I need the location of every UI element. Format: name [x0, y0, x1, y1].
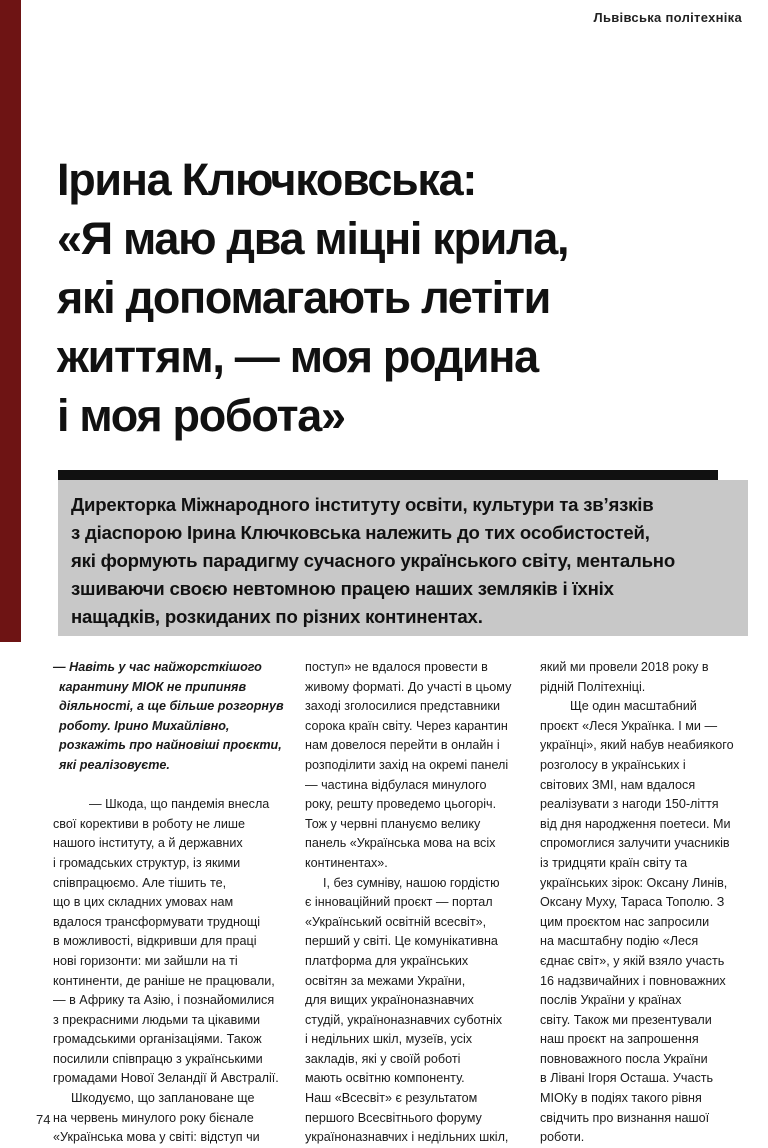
body-line: посилили співпрацю з українськими — [53, 1051, 263, 1066]
lead-paragraph — [71, 491, 740, 631]
body-line: реалізувати з нагоди 150-ліття — [540, 797, 719, 812]
body-line: панель «Українська мова на всіх — [305, 836, 496, 851]
question-line: розкажіть про найновіші проєкти, — [59, 738, 282, 753]
lead-line: з діаспорою Ірина Ключковська належить до тих особистостей, — [71, 522, 650, 543]
body-line: повноважного посла України — [540, 1051, 708, 1066]
body-line: свої корективи в роботу не лише — [53, 816, 245, 831]
body-line: Наш «Всесвіт» є результатом — [305, 1091, 478, 1106]
headline-line: які допомагають летіти — [57, 272, 550, 323]
body-line: розголосу в українських і — [540, 757, 686, 772]
body-line: І, без сумніву, нашою гордістю — [323, 875, 500, 890]
body-line: спромоглися залучити учасників — [540, 836, 730, 851]
body-line: наш проєкт на запрошення — [540, 1032, 699, 1047]
body-line: співпрацюємо. Але тішить те, — [53, 875, 227, 890]
body-line: який ми провели 2018 року в — [540, 660, 709, 674]
body-line: проєкт «Леся Українка. І ми — — [540, 718, 718, 733]
body-line: для вищих україноназнавчих — [305, 993, 474, 1008]
body-line: платформа для українських — [305, 953, 469, 968]
body-line: є інноваційний проєкт — портал — [305, 895, 493, 910]
body-line: єднає світ», у якій взяло участь — [540, 953, 725, 968]
body-line: вдалося трансформувати труднощі — [53, 914, 261, 929]
body-line: сорока країн світу. Через карантин — [305, 718, 508, 733]
headline-line: «Я маю два міцні крила, — [57, 213, 569, 264]
body-line: «Українська мова у світі: відступ чи — [53, 1130, 260, 1145]
body-line: громадськими організаціями. Також — [53, 1032, 262, 1047]
body-line: україноназнавчих і недільних шкіл, — [305, 1130, 509, 1145]
body-line: з прекрасними людьми та цікавими — [53, 1012, 261, 1027]
body-line: розподілити захід на окремі панелі — [305, 757, 509, 772]
body-line: із тридцяти країн світу та — [540, 855, 688, 870]
text-column-2 — [305, 658, 530, 1148]
headline-line: життям, — моя родина — [57, 331, 538, 382]
spine-color-strip — [0, 0, 21, 642]
body-line: свідчить про визнання нашої — [540, 1110, 710, 1125]
lead-line: зшиваючи своєю невтомною працею наших земляків і їхніх — [71, 578, 614, 599]
body-line: на масштабну подію «Леся — [540, 934, 699, 949]
body-line: нашого інституту, а й державних — [53, 836, 243, 851]
question-line: роботу. Ірино Михайлівно, — [59, 718, 230, 733]
lead-line: нащадків, розкиданих по різних континентах. — [71, 606, 483, 627]
body-line: освітян за межами України, — [305, 973, 466, 988]
body-line: рідній Політехніці. — [540, 679, 646, 694]
running-head: Львівська політехніка — [593, 10, 742, 25]
question-line: діяльності, а ще більше розгорнув — [59, 699, 284, 714]
body-line: і недільних шкіл, музеїв, усіх — [305, 1032, 473, 1047]
body-line: цим проєктом нас запросили — [540, 914, 710, 929]
body-line: роботи. — [540, 1130, 585, 1145]
body-line: світу. Також ми презентували — [540, 1012, 712, 1027]
question-line: карантину МІОК не припиняв — [59, 679, 247, 694]
body-line: і громадських структур, із якими — [53, 855, 241, 870]
body-line: послів України у країнах — [540, 993, 682, 1008]
body-line: Ще один масштабний — [570, 699, 697, 714]
body-line: в можливості, відкривши для праці — [53, 934, 257, 949]
lead-line: які формують парадигму сучасного українського світу, ментально — [71, 550, 675, 571]
body-line: поступ» не вдалося провести в — [305, 660, 488, 674]
lead-line: Директорка Міжнародного інституту освіти, культури та зв’язків — [71, 494, 654, 515]
body-line: — Шкода, що пандемія внесла — [89, 797, 270, 812]
lead-box — [58, 480, 748, 636]
article-headline — [57, 150, 747, 445]
body-line: українських зірок: Оксану Линів, — [540, 875, 728, 890]
body-line: Оксану Муху, Тараса Тополю. З — [540, 895, 725, 910]
body-line: перший у світі. Це комунікативна — [305, 934, 498, 949]
body-line: нові горизонти: ми зайшли на ті — [53, 953, 238, 968]
body-line: мають освітню компоненту. — [305, 1071, 465, 1086]
page-number: 74 — [36, 1112, 51, 1127]
body-line: року, решту проведемо цьогоріч. — [305, 797, 497, 812]
text-column-3 — [540, 658, 756, 1148]
question-line: які реалізовуєте. — [59, 757, 170, 772]
body-line: що в цих складних умовах нам — [53, 895, 234, 910]
body-line: — в Африку та Азію, і познайомилися — [53, 993, 275, 1008]
body-line: «Український освітній всесвіт», — [305, 914, 487, 929]
body-line: — частина відбулася минулого — [305, 777, 487, 792]
body-line: в Лівані Ігоря Осташа. Участь — [540, 1071, 714, 1086]
body-line: Тож у червні плануємо велику — [305, 816, 481, 831]
question-line: — Навіть у час найжорсткішого — [53, 660, 262, 674]
body-line: МІОКу в подіях такого рівня — [540, 1091, 702, 1106]
text-column-1 — [53, 658, 299, 1148]
body-line: студій, україноназнавчих суботніх — [305, 1012, 503, 1027]
body-line: континенти, де раніше не працювали, — [53, 973, 275, 988]
paragraph-gap — [53, 776, 299, 796]
body-line: світових ЗМІ, нам вдалося — [540, 777, 696, 792]
body-line: на червень минулого року бієнале — [53, 1110, 254, 1125]
interview-question — [53, 658, 299, 776]
headline-line: Ірина Ключковська: — [57, 154, 477, 205]
body-line: заході зголосилися представники — [305, 699, 500, 714]
body-line: живому форматі. До участі в цьому — [305, 679, 512, 694]
headline-line: і моя робота» — [57, 390, 345, 441]
headline-rule — [58, 470, 718, 480]
body-line: громадами Нової Зеландії й Австралії. — [53, 1071, 279, 1086]
body-line: нам довелося перейти в онлайн і — [305, 738, 500, 753]
body-line: закладів, які у своїй роботі — [305, 1051, 461, 1066]
body-line: 16 надзвичайних і повноважних — [540, 973, 726, 988]
body-line: першого Всесвітнього форуму — [305, 1110, 482, 1125]
body-line: українці», який набув неабиякого — [540, 738, 734, 753]
body-line: від дня народження поетеси. Ми — [540, 816, 731, 831]
body-line: Шкодуємо, що заплановане ще — [71, 1091, 255, 1106]
body-line: континентах». — [305, 855, 388, 870]
